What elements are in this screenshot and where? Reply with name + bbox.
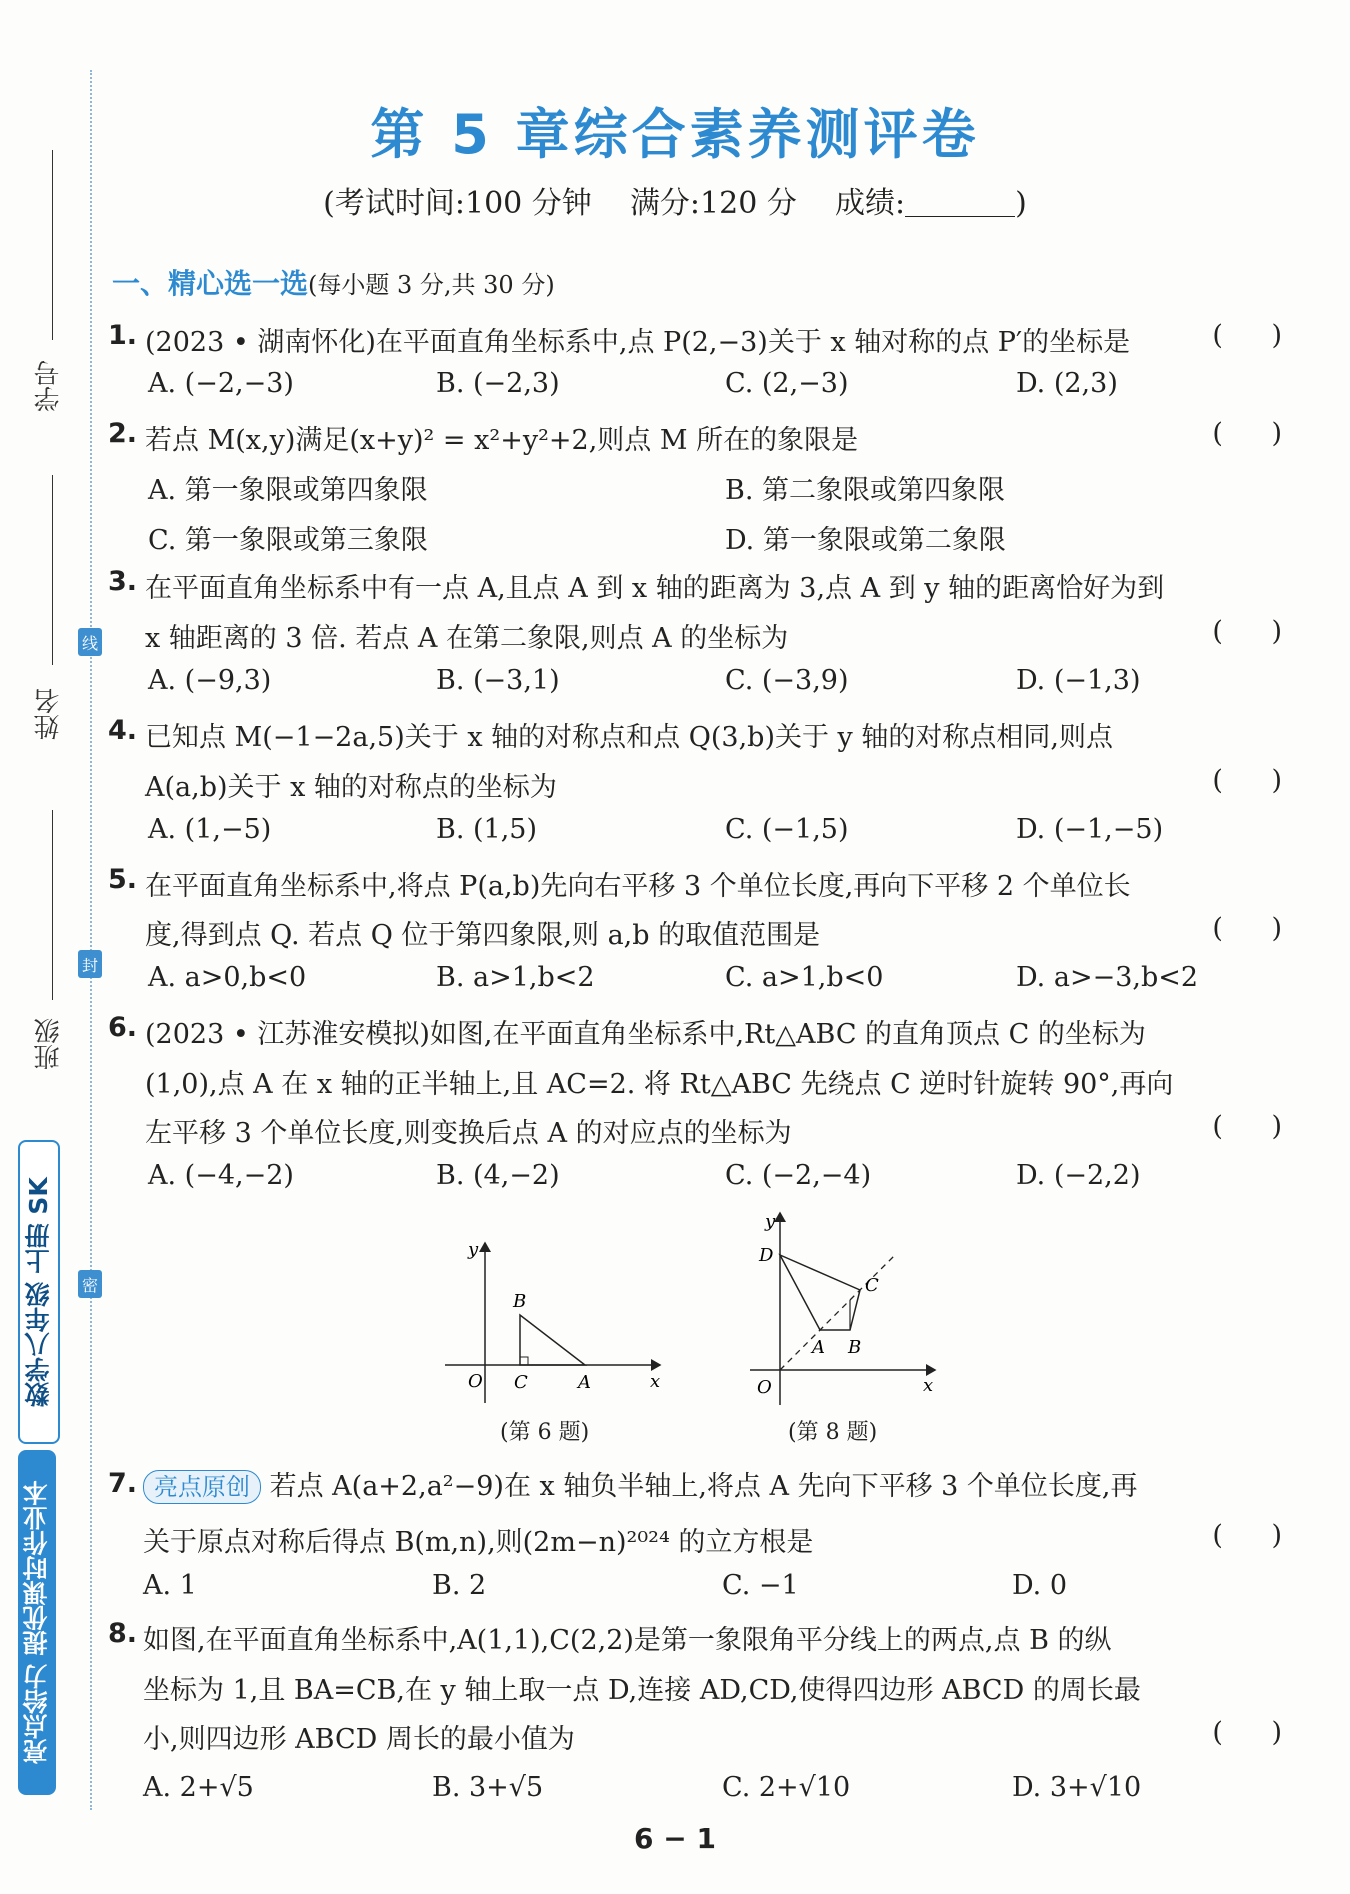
label-y: y: [765, 1211, 776, 1232]
answer-paren: ( ): [1212, 418, 1282, 449]
question-text: 小,则四边形 ABCD 周长的最小值为: [143, 1724, 575, 1755]
option-a[interactable]: A. (−4,−2): [148, 1160, 294, 1191]
page-number: 6 − 1: [634, 1822, 716, 1855]
question-text: A(a,b)关于 x 轴的对称点的坐标为: [145, 772, 557, 803]
exam-score-label: 成绩:: [835, 186, 906, 221]
label-b: B: [513, 1291, 527, 1312]
option-c[interactable]: C. (−2,−4): [725, 1160, 872, 1191]
class-blank-line: [52, 810, 53, 1000]
label-b: B: [848, 1337, 862, 1358]
binding-margin: [0, 0, 110, 1894]
section-heading: [112, 262, 555, 302]
label-c: C: [514, 1372, 528, 1393]
option-a[interactable]: A. (1,−5): [148, 814, 272, 845]
name-label: 姓名: [34, 688, 64, 740]
question-text: x 轴距离的 3 倍. 若点 A 在第二象限,则点 A 的坐标为: [145, 623, 789, 654]
option-d[interactable]: D. 第一象限或第二象限: [725, 525, 1006, 556]
question-number: 6.: [108, 1012, 138, 1043]
original-question-badge: 亮点原创: [143, 1470, 261, 1504]
exam-info-close: ): [1015, 186, 1027, 221]
label-x: x: [923, 1375, 934, 1396]
answer-paren: ( ): [1212, 1520, 1282, 1551]
label-origin: O: [468, 1371, 483, 1392]
option-c[interactable]: C. a>1,b<0: [725, 962, 884, 993]
exam-info: [0, 178, 1350, 222]
question-text: 左平移 3 个单位长度,则变换后点 A 的对应点的坐标为: [145, 1118, 792, 1149]
option-d[interactable]: D. (2,3): [1016, 368, 1118, 399]
option-b[interactable]: B. (1,5): [436, 814, 538, 845]
exam-time: (考试时间:100 分钟: [323, 186, 592, 221]
score-blank[interactable]: [905, 190, 1015, 217]
seal-char-feng: 封: [78, 950, 102, 978]
question-text: (2023 • 江苏淮安模拟)如图,在平面直角坐标系中,Rt△ABC 的直角顶点 C 的坐标为: [145, 1019, 1146, 1050]
option-a[interactable]: A. (−2,−3): [148, 368, 294, 399]
figure-q6: [440, 1235, 670, 1410]
question-text: (2023 • 湖南怀化)在平面直角坐标系中,点 P(2,−3)关于 x 轴对称的点 P′的坐标是: [145, 327, 1131, 358]
label-a: A: [812, 1337, 825, 1358]
question-number: 3.: [108, 566, 138, 597]
question-number: 5.: [108, 864, 138, 895]
option-b[interactable]: B. (−3,1): [436, 665, 560, 696]
option-c[interactable]: C. (−1,5): [725, 814, 849, 845]
question-text: 坐标为 1,且 BA=CB,在 y 轴上取一点 D,连接 AD,CD,使得四边形 ABCD 的周长最: [143, 1675, 1141, 1706]
answer-paren: ( ): [1212, 913, 1282, 944]
brand-logo: 亮点给力 提优课时作业本: [18, 1450, 56, 1795]
option-a[interactable]: A. 2+√5: [143, 1772, 254, 1803]
option-b[interactable]: B. (−2,3): [436, 368, 560, 399]
triangle-abc: [520, 1315, 585, 1365]
figure-q8: [745, 1205, 945, 1415]
binding-dotted-line: [90, 70, 92, 1810]
option-a[interactable]: A. 1: [143, 1570, 197, 1601]
answer-paren: ( ): [1212, 1111, 1282, 1142]
question-text: 度,得到点 Q. 若点 Q 位于第四象限,则 a,b 的取值范围是: [145, 920, 821, 951]
option-a[interactable]: A. 第一象限或第四象限: [148, 475, 428, 506]
option-a[interactable]: A. (−9,3): [148, 665, 272, 696]
question-number: 2.: [108, 418, 138, 449]
label-c: C: [865, 1275, 879, 1296]
question-text: 如图,在平面直角坐标系中,A(1,1),C(2,2)是第一象限角平分线上的两点,点 B 的纵: [143, 1625, 1112, 1656]
option-c[interactable]: C. 2+√10: [722, 1772, 851, 1803]
section-title: 一、精心选一选: [112, 267, 309, 300]
option-b[interactable]: B. 第二象限或第四象限: [725, 475, 1006, 506]
name-blank-line: [52, 475, 53, 665]
option-b[interactable]: B. (4,−2): [436, 1160, 560, 1191]
section-note: (每小题 3 分,共 30 分): [308, 271, 555, 299]
question-number: 4.: [108, 715, 138, 746]
option-c[interactable]: C. 第一象限或第三象限: [148, 525, 428, 556]
label-a: A: [578, 1372, 591, 1393]
seal-char-xian: 线: [78, 628, 102, 656]
figure-q6-caption: (第 6 题): [500, 1420, 590, 1445]
page-title: 第 5 章综合素养测评卷: [370, 103, 980, 166]
question-text: 关于原点对称后得点 B(m,n),则(2m−n)²⁰²⁴ 的立方根是: [143, 1527, 814, 1558]
answer-paren: ( ): [1212, 765, 1282, 796]
book-title-label: 数学八年级 上册 SK: [18, 1140, 60, 1444]
question-text: 在平面直角坐标系中,将点 P(a,b)先向右平移 3 个单位长度,再向下平移 2 个单位长: [145, 871, 1131, 902]
answer-paren: ( ): [1212, 616, 1282, 647]
option-c[interactable]: C. (−3,9): [725, 665, 849, 696]
option-c[interactable]: C. −1: [722, 1570, 799, 1601]
question-text: 已知点 M(−1−2a,5)关于 x 轴的对称点和点 Q(3,b)关于 y 轴的对称点相同,则点: [145, 722, 1113, 753]
option-b[interactable]: B. a>1,b<2: [436, 962, 595, 993]
question-number: 7.: [108, 1468, 138, 1499]
class-label: 班级: [34, 1018, 64, 1070]
option-d[interactable]: D. a>−3,b<2: [1016, 962, 1199, 993]
question-text: 若点 M(x,y)满足(x+y)² = x²+y²+2,则点 M 所在的象限是: [145, 425, 859, 456]
answer-paren: ( ): [1212, 320, 1282, 351]
quadrilateral-abcd: [780, 1255, 860, 1330]
answer-paren: ( ): [1212, 1717, 1282, 1748]
label-origin: O: [757, 1377, 772, 1398]
option-d[interactable]: D. 0: [1012, 1570, 1068, 1601]
right-angle-mark: [520, 1357, 528, 1365]
id-label: 学号: [34, 360, 64, 412]
label-d: D: [759, 1245, 774, 1266]
question-number: 1.: [108, 320, 138, 351]
label-y: y: [468, 1239, 479, 1260]
option-d[interactable]: D. (−1,−5): [1016, 814, 1164, 845]
bisector-line: [780, 1255, 895, 1370]
option-b[interactable]: B. 3+√5: [432, 1772, 544, 1803]
question-number: 8.: [108, 1618, 138, 1649]
option-b[interactable]: B. 2: [432, 1570, 487, 1601]
option-d[interactable]: D. 3+√10: [1012, 1772, 1142, 1803]
option-d[interactable]: D. (−2,2): [1016, 1160, 1141, 1191]
question-text: 在平面直角坐标系中有一点 A,且点 A 到 x 轴的距离为 3,点 A 到 y 轴的距离恰好为到: [145, 573, 1165, 604]
label-x: x: [650, 1371, 661, 1392]
question-text-line: [143, 1464, 1138, 1504]
option-c[interactable]: C. (2,−3): [725, 368, 849, 399]
seal-char-mi: 密: [78, 1270, 102, 1298]
option-a[interactable]: A. a>0,b<0: [148, 962, 307, 993]
question-text: 若点 A(a+2,a²−9)在 x 轴负半轴上,将点 A 先向下平移 3 个单位长度,再: [269, 1471, 1138, 1502]
figure-q8-caption: (第 8 题): [788, 1420, 878, 1445]
exam-full-score: 满分:120 分: [629, 186, 797, 221]
option-d[interactable]: D. (−1,3): [1016, 665, 1141, 696]
question-text: (1,0),点 A 在 x 轴的正半轴上,且 AC=2. 将 Rt△ABC 先绕点 C 逆时针旋转 90°,再向: [145, 1069, 1174, 1100]
